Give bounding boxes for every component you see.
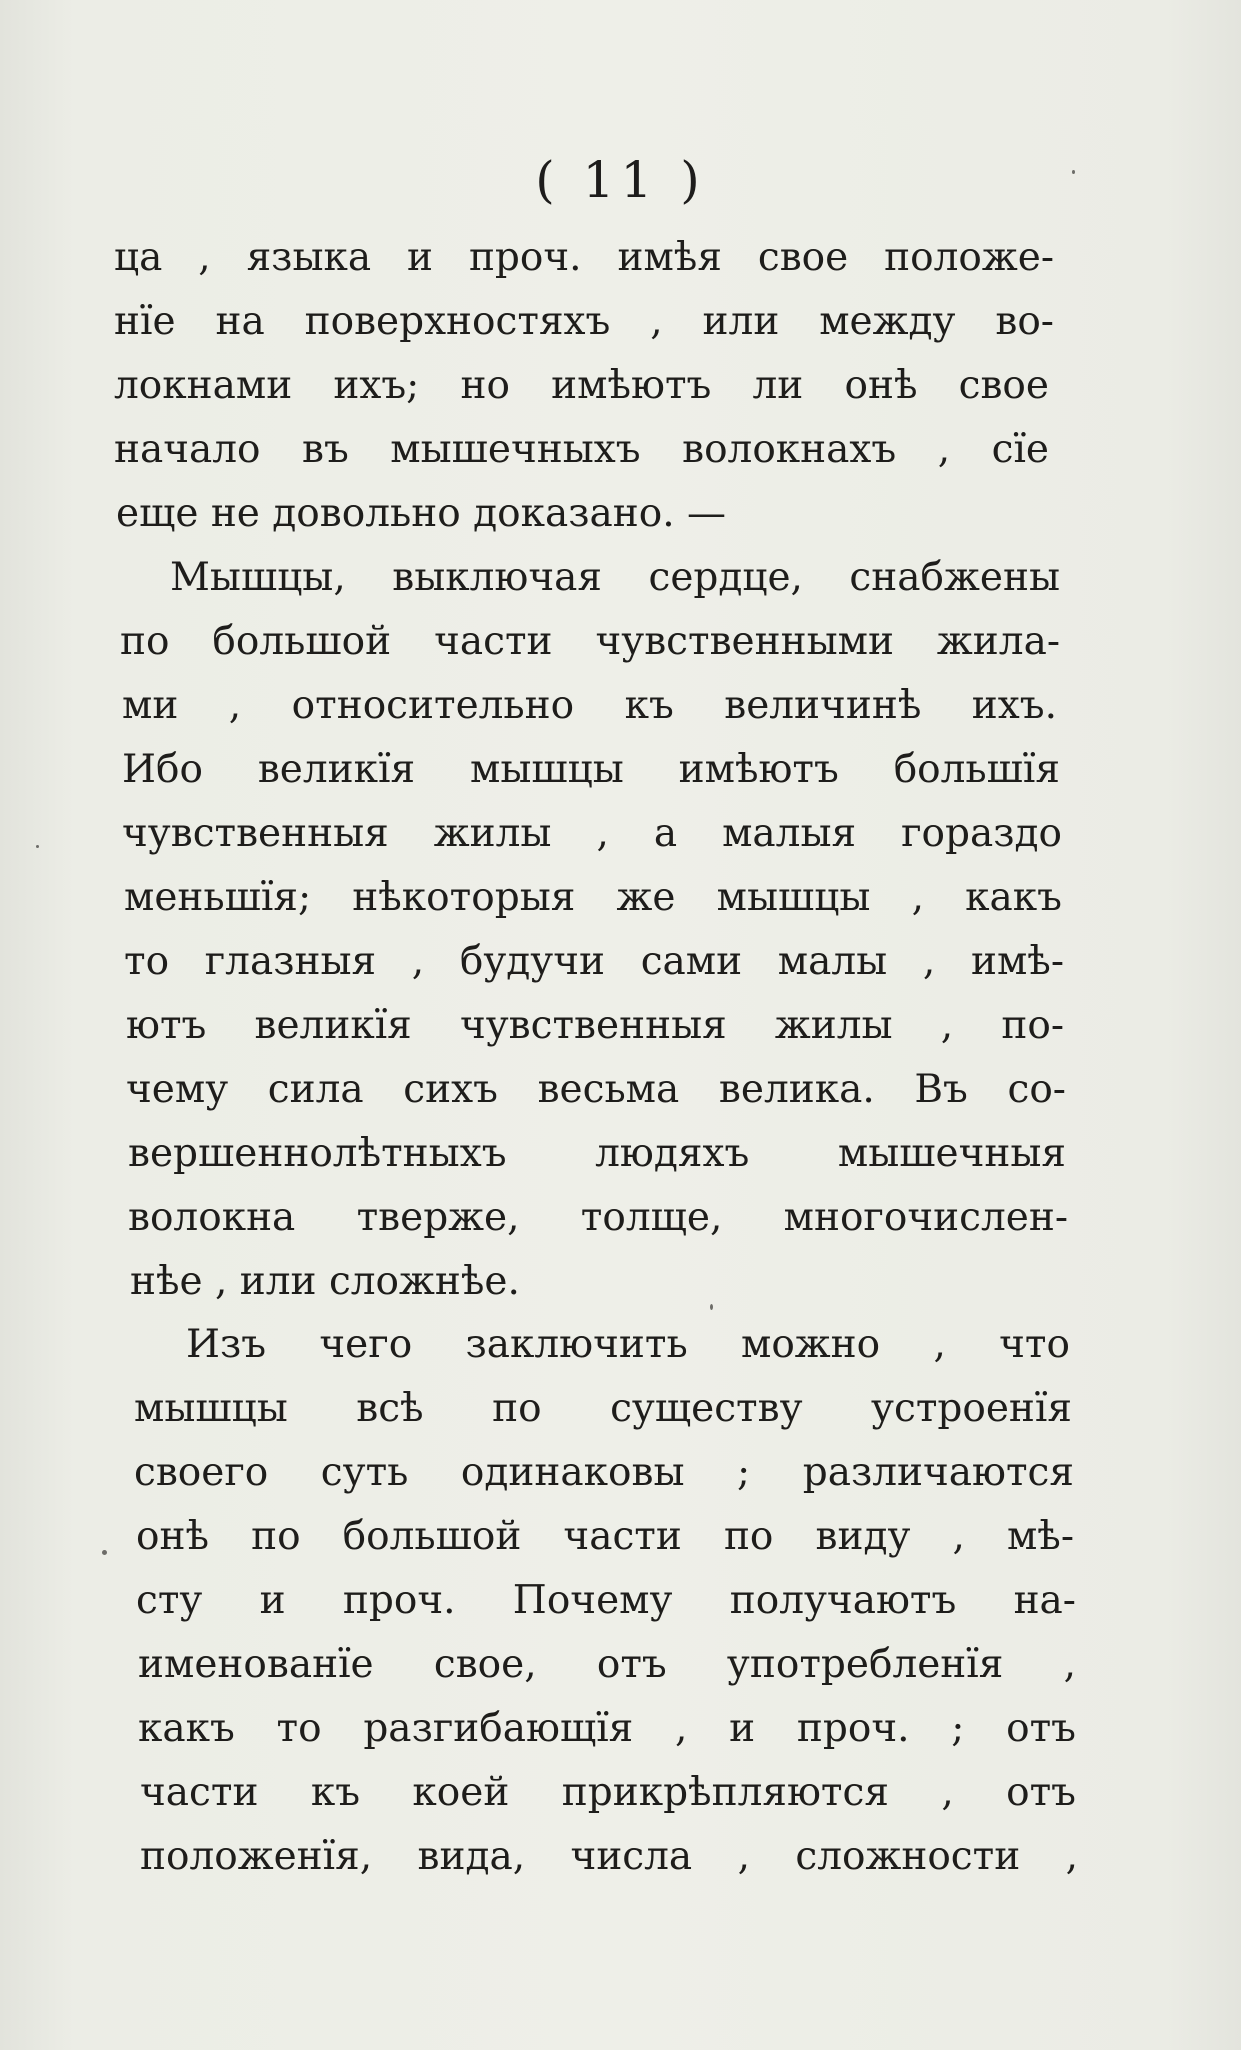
paper-speck [102, 1550, 107, 1555]
text-line: положенїя, вида, числа , сложности , [140, 1834, 1078, 1879]
text-line: онѣ по большой части по виду , мѣ- [136, 1514, 1074, 1559]
text-line: по большой части чувственными жила- [120, 619, 1060, 664]
text-line: чувственныя жилы , а малыя гораздо [122, 811, 1062, 856]
text-line: меньшїя; нѣкоторыя же мышцы , какъ [124, 875, 1062, 920]
text-line: именованїе свое, отъ употребленїя , [138, 1642, 1076, 1687]
text-line: мышцы всѣ по существу устроенїя [134, 1386, 1072, 1431]
text-line: ютъ великїя чувственныя жилы , по- [126, 1003, 1064, 1048]
text-line: Ибо великїя мышцы имѣютъ большїя [122, 747, 1060, 792]
text-line: ца , языка и проч. имѣя свое положе- [114, 235, 1054, 280]
page-number: ( 11 ) [535, 151, 706, 209]
text-line: Мышцы, выключая сердце, снабжены [170, 555, 1060, 600]
text-line: части къ коей прикрѣпляются , отъ [140, 1770, 1076, 1815]
text-line: начало въ мышечныхъ волокнахъ , сїе [114, 427, 1049, 472]
paper-speck [36, 845, 39, 848]
text-line: нїе на поверхностяхъ , или между во- [114, 299, 1054, 344]
text-line: волокна тверже, толще, многочислен- [128, 1195, 1068, 1240]
text-line: какъ то разгибающїя , и проч. ; отъ [138, 1706, 1076, 1751]
text-line: своего суть одинаковы ; различаются [134, 1450, 1074, 1495]
text-line: нѣе , или сложнѣе. [130, 1259, 520, 1304]
text-line: вершеннолѣтныхъ людяхъ мышечныя [128, 1131, 1066, 1176]
paper-speck [1072, 170, 1075, 174]
text-line: локнами ихъ; но имѣютъ ли онѣ свое [114, 363, 1049, 408]
text-line: то глазныя , будучи сами малы , имѣ- [124, 939, 1064, 984]
text-line: Изъ чего заключить можно , что [186, 1322, 1070, 1367]
text-line: сту и проч. Почему получаютъ на- [136, 1578, 1076, 1623]
paper-speck [710, 1304, 713, 1310]
text-line: еще не довольно доказано. — [116, 491, 727, 536]
text-line: чему сила сихъ весьма велика. Въ со- [126, 1067, 1066, 1112]
text-line: ми , относительно къ величинѣ ихъ. [122, 683, 1057, 728]
